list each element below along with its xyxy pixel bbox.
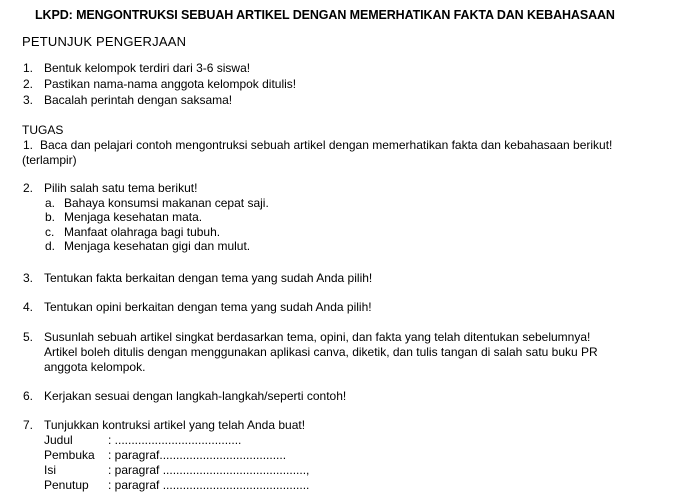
instruction-text: Bentuk kelompok terdiri dari 3-6 siswa! — [44, 61, 251, 75]
structure-label: Pembuka — [44, 448, 95, 462]
option-text: Manfaat olahraga bagi tubuh. — [64, 225, 221, 239]
structure-label: Penutup — [44, 478, 89, 492]
option-text: Menjaga kesehatan gigi dan mulut. — [64, 239, 251, 253]
task-number: 4. — [23, 300, 34, 314]
task-text: Tentukan opini berkaitan dengan tema yang sudah Anda pilih! — [44, 300, 372, 314]
structure-row — [44, 448, 286, 462]
task-number: 5. — [23, 330, 34, 344]
instruction-text: Pastikan nama-nama anggota kelompok ditulis! — [44, 77, 297, 91]
task-text: Tunjukkan kontruksi artikel yang telah Anda buat! — [44, 418, 306, 432]
instruction-number: 1. — [23, 61, 34, 75]
task-number: 1. — [23, 138, 34, 152]
task-text: Baca dan pelajari contoh mengontruksi sebuah artikel dengan memerhatikan fakta dan kebahasaan berikut! — [40, 138, 613, 152]
option-letter: a. — [45, 196, 56, 210]
option-letter: b. — [45, 210, 56, 224]
option-letter: c. — [45, 225, 55, 239]
structure-value: : paragraf ............................................ — [108, 478, 310, 492]
structure-row — [44, 478, 309, 492]
tasks-heading: TUGAS — [22, 123, 64, 137]
instruction-number: 2. — [23, 77, 34, 91]
task-text: Susunlah sebuah artikel singkat berdasarkan tema, opini, dan fakta yang telah ditentukan sebelumnya! — [44, 330, 591, 344]
structure-value: : paragraf...................................... — [108, 448, 287, 462]
option-text: Bahaya konsumsi makanan cepat saji. — [64, 196, 269, 210]
task-number: 7. — [23, 418, 34, 432]
structure-row — [44, 463, 309, 477]
instruction-number: 3. — [23, 93, 34, 107]
option-text: Menjaga kesehatan mata. — [64, 210, 203, 224]
document-title: LKPD: MENGONTRUKSI SEBUAH ARTIKEL DENGAN MEMERHATIKAN FAKTA DAN KEBAHASAAN — [35, 8, 615, 22]
task-text-continued: anggota kelompok. — [44, 360, 146, 374]
task-number: 2. — [23, 181, 34, 195]
task-text-continued: Artikel boleh ditulis dengan menggunakan aplikasi canva, diketik, dan tulis tangan di salah satu buku PR — [44, 345, 598, 359]
structure-label: Judul — [44, 433, 73, 447]
task-number: 6. — [23, 389, 34, 403]
task-text-continued: (terlampir) — [22, 153, 77, 167]
structure-value: : paragraf ..........................................., — [108, 463, 310, 477]
task-text: Tentukan fakta berkaitan dengan tema yang sudah Anda pilih! — [44, 271, 373, 285]
structure-label: Isi — [44, 463, 56, 477]
option-letter: d. — [45, 239, 56, 253]
task-text: Kerjakan sesuai dengan langkah-langkah/seperti contoh! — [44, 389, 347, 403]
task-number: 3. — [23, 271, 34, 285]
instruction-text: Bacalah perintah dengan saksama! — [44, 93, 233, 107]
structure-value: : ...................................... — [108, 433, 242, 447]
task-text: Pilih salah satu tema berikut! — [44, 181, 198, 195]
instructions-heading: PETUNJUK PENGERJAAN — [22, 34, 187, 49]
structure-row — [44, 433, 241, 447]
